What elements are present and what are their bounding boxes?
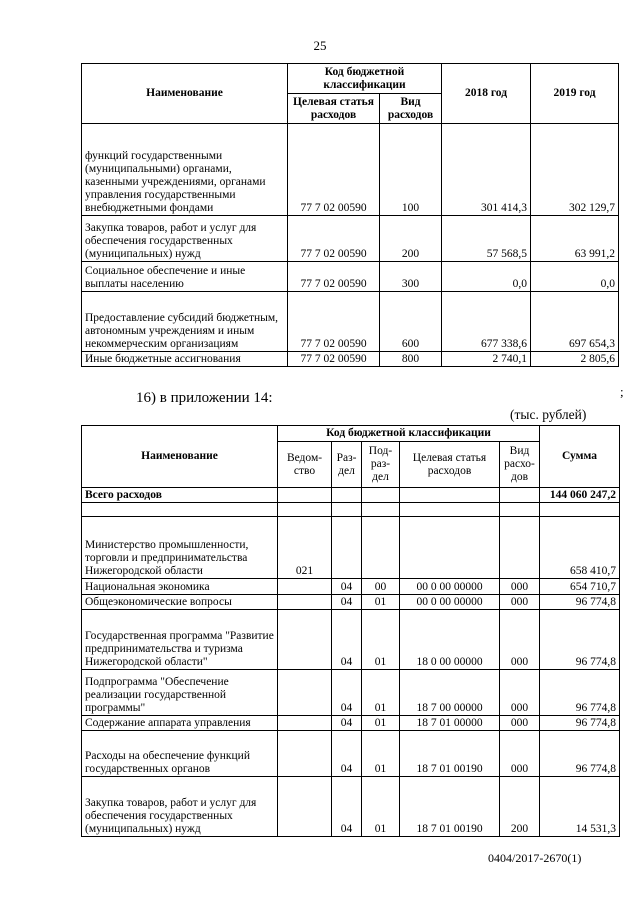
- table-row: [82, 595, 620, 610]
- t1-row-2019: 2 805,6: [531, 352, 619, 367]
- t2-row-type: [500, 517, 540, 579]
- t2-row-dept: [278, 716, 332, 731]
- t1-row-target: 77 7 02 00590: [288, 124, 380, 216]
- t2-row-subsection: 01: [362, 595, 400, 610]
- t1-row-target: 77 7 02 00590: [288, 262, 380, 292]
- table-row: [82, 670, 620, 716]
- t2-row-section: 04: [332, 716, 362, 731]
- t2-row-type: 000: [500, 579, 540, 595]
- t1-header-type: Вид расходов: [380, 94, 442, 124]
- t1-header-2019: 2019 год: [531, 64, 619, 124]
- t2-row-name: Содержание аппарата управления: [82, 716, 278, 731]
- t2-row-type: 000: [500, 731, 540, 777]
- t2-row-target: 18 7 00 00000: [400, 670, 500, 716]
- t1-row-type: 800: [380, 352, 442, 367]
- t1-row-2019: 697 654,3: [531, 292, 619, 352]
- table-row: [82, 124, 619, 216]
- t2-row-type: 200: [500, 777, 540, 837]
- unit-note: (тыс. рублей): [510, 407, 587, 422]
- t2-row-sum: 96 774,8: [540, 610, 620, 670]
- t1-row-2018: 677 338,6: [442, 292, 531, 352]
- t2-row-subsection: 01: [362, 731, 400, 777]
- t1-row-2019: 302 129,7: [531, 124, 619, 216]
- t1-row-type: 200: [380, 216, 442, 262]
- t2-row-type: 000: [500, 716, 540, 731]
- t1-header-target: Целевая статья расходов: [288, 94, 380, 124]
- t2-row-type: 000: [500, 610, 540, 670]
- t2-row-name: Государственная программа "Развитие предпринимательства и туризма Нижегородской области": [82, 610, 278, 670]
- table-row: [82, 731, 620, 777]
- total-row: [82, 488, 620, 503]
- t2-row-subsection: 01: [362, 670, 400, 716]
- t2-row-dept: [278, 670, 332, 716]
- t2-row-name: Подпрограмма "Обеспечение реализации государственной программы": [82, 670, 278, 716]
- document-code: 0404/2017-2670(1): [488, 851, 582, 865]
- t1-row-name: Закупка товаров, работ и услуг для обеспечения государственных (муниципальных) нужд: [82, 216, 288, 262]
- t2-row-subsection: 01: [362, 777, 400, 837]
- table-end-semicolon: ;: [620, 384, 624, 399]
- t2-row-name: Национальная экономика: [82, 579, 278, 595]
- t1-row-name: функций государственными (муниципальными) органами, казенными учреждениями, органами управления государственными внебюджетными фондами: [82, 124, 288, 216]
- t2-row-section: 04: [332, 579, 362, 595]
- t1-header-name: Наименование: [82, 64, 288, 124]
- t2-row-type: 000: [500, 670, 540, 716]
- table-row: [82, 352, 619, 367]
- t2-row-target: 00 0 00 00000: [400, 579, 500, 595]
- t1-row-target: 77 7 02 00590: [288, 292, 380, 352]
- t1-row-target: 77 7 02 00590: [288, 216, 380, 262]
- page-number: 25: [313, 38, 327, 53]
- t2-row-sum: 96 774,8: [540, 731, 620, 777]
- table-row: [82, 216, 619, 262]
- t2-header-code-group: Код бюджетной классификации: [278, 426, 540, 442]
- t2-row-name: Закупка товаров, работ и услуг для обеспечения государственных (муниципальных) нужд: [82, 777, 278, 837]
- appendix-caption: 16) в приложении 14:: [136, 390, 273, 406]
- t2-row-section: [332, 517, 362, 579]
- t2-row-dept: [278, 731, 332, 777]
- t2-row-dept: [278, 595, 332, 610]
- t1-row-name: Иные бюджетные ассигнования: [82, 352, 288, 367]
- t1-row-type: 100: [380, 124, 442, 216]
- t2-total-name: Всего расходов: [82, 488, 278, 503]
- t2-row-subsection: 01: [362, 610, 400, 670]
- table-row: [82, 292, 619, 352]
- t2-header-target: Целевая статья расходов: [400, 442, 500, 488]
- t2-row-target: 18 7 01 00190: [400, 777, 500, 837]
- spacer-row: [82, 503, 620, 517]
- t2-row-dept: [278, 777, 332, 837]
- t1-row-name: Социальное обеспечение и иные выплаты населению: [82, 262, 288, 292]
- budget-table-2018-2019: [81, 63, 619, 367]
- t2-row-target: 18 0 00 00000: [400, 610, 500, 670]
- t2-row-target: 00 0 00 00000: [400, 595, 500, 610]
- t1-row-2018: 301 414,3: [442, 124, 531, 216]
- table-row: [82, 716, 620, 731]
- t2-row-sum: 654 710,7: [540, 579, 620, 595]
- t1-header-code-group: Код бюджетной классификации: [288, 64, 442, 94]
- t2-row-sum: 658 410,7: [540, 517, 620, 579]
- t2-row-name: Общеэкономические вопросы: [82, 595, 278, 610]
- t1-header-2018: 2018 год: [442, 64, 531, 124]
- table-row: [82, 579, 620, 595]
- t2-row-sum: 96 774,8: [540, 716, 620, 731]
- t2-row-subsection: 01: [362, 716, 400, 731]
- appendix-14-table: [81, 425, 620, 837]
- t2-row-dept: 021: [278, 517, 332, 579]
- table-row: [82, 777, 620, 837]
- t2-row-subsection: 00: [362, 579, 400, 595]
- t2-header-subsection: Под-раз-дел: [362, 442, 400, 488]
- t2-header-sum: Сумма: [540, 426, 620, 488]
- t2-row-target: 18 7 01 00190: [400, 731, 500, 777]
- t2-header-name: Наименование: [82, 426, 278, 488]
- t2-header-section: Раз-дел: [332, 442, 362, 488]
- t2-row-section: 04: [332, 670, 362, 716]
- t1-row-type: 300: [380, 262, 442, 292]
- t2-row-target: [400, 517, 500, 579]
- t2-row-section: 04: [332, 777, 362, 837]
- t2-header-type: Вид расхо-дов: [500, 442, 540, 488]
- t1-row-type: 600: [380, 292, 442, 352]
- t2-header-dept: Ведом-ство: [278, 442, 332, 488]
- t2-row-section: 04: [332, 595, 362, 610]
- t2-total-sum: 144 060 247,2: [540, 488, 620, 503]
- table-row: [82, 610, 620, 670]
- t2-row-dept: [278, 610, 332, 670]
- t2-row-target: 18 7 01 00000: [400, 716, 500, 731]
- t1-row-2019: 0,0: [531, 262, 619, 292]
- t2-row-section: 04: [332, 731, 362, 777]
- t2-row-name: Министерство промышленности, торговли и предпринимательства Нижегородской области: [82, 517, 278, 579]
- t2-row-section: 04: [332, 610, 362, 670]
- t2-row-type: 000: [500, 595, 540, 610]
- table-row: [82, 517, 620, 579]
- table-row: [82, 262, 619, 292]
- t2-row-name: Расходы на обеспечение функций государственных органов: [82, 731, 278, 777]
- t2-row-sum: 96 774,8: [540, 670, 620, 716]
- t1-row-target: 77 7 02 00590: [288, 352, 380, 367]
- t2-row-subsection: [362, 517, 400, 579]
- t1-row-2018: 57 568,5: [442, 216, 531, 262]
- t1-row-name: Предоставление субсидий бюджетным, автономным учреждениям и иным некоммерческим организациям: [82, 292, 288, 352]
- t2-row-sum: 14 531,3: [540, 777, 620, 837]
- t1-row-2019: 63 991,2: [531, 216, 619, 262]
- t2-row-dept: [278, 579, 332, 595]
- t2-row-sum: 96 774,8: [540, 595, 620, 610]
- t1-row-2018: 0,0: [442, 262, 531, 292]
- t1-row-2018: 2 740,1: [442, 352, 531, 367]
